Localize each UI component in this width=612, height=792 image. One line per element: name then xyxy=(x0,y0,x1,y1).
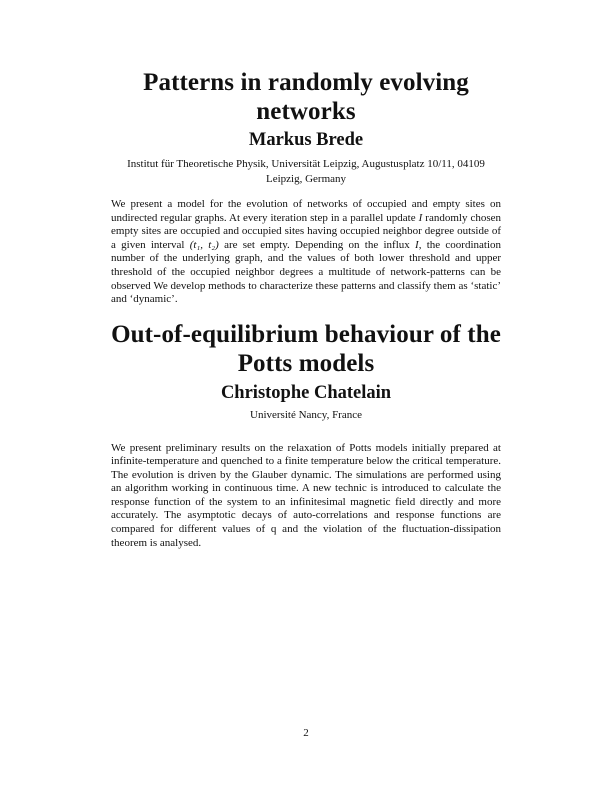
math-influx-symbol: I xyxy=(418,211,423,224)
affiliation: Université Nancy, France xyxy=(250,409,362,421)
abstract-body-text-4: , the coordination number of the underlying graph, and the values of both lower threshold and upper threshold of the occupied neighbor degrees a multitude of network-patterns can be observed We develop methods to characterize these patterns and classify them as ‘static’ and ‘dynamic’. xyxy=(111,238,502,306)
abstract-brede xyxy=(111,68,501,307)
abstract-body-text-2: randomly chosen empty sites are occupied and occupied sites having occupied neighbor degree outside of a given interval xyxy=(111,211,502,251)
math-threshold-interval: (t₁, t₂) xyxy=(189,238,219,251)
abstract-body-text-1: We present a model for the evolution of networks of occupied and empty sites on undirected regular graphs. At every iteration step in a parallel update xyxy=(111,198,501,224)
author-name: Christophe Chatelain xyxy=(220,383,392,403)
abstract-body: We present preliminary results on the relaxation of Potts models initially prepared at infinite-temperature and quenched to a finite temperature below the critical temperature. The evolution is driven by the Glauber dynamic. The simulations are performed using an algorithm working in continuous time. A new technic is introduced to calculate the response function of the system to an infinitesimal magnetic field directly and more accurately. The asymptotic decays of auto-correlations and response functions are compared for different values of q and the violation of the fluctuation-dissipation theorem is analysed. xyxy=(111,441,501,549)
math-influx-symbol: I xyxy=(415,238,419,251)
abstract-title: Patterns in randomly evolving networks xyxy=(143,69,469,125)
abstract-title: Out-of-equilibrium behaviour of the Potts models xyxy=(111,321,501,377)
author-name: Markus Brede xyxy=(248,130,364,150)
abstract-body xyxy=(111,198,501,307)
affiliation: Institut für Theoretische Physik, Universität Leipzig, Augustusplatz 10/11, 04109 Leipzig, Germany xyxy=(127,158,485,185)
abstract-chatelain xyxy=(111,320,501,550)
abstract-body-text-3: are set empty. Depending on the influx xyxy=(218,238,416,251)
page-number: 2 xyxy=(303,727,309,739)
